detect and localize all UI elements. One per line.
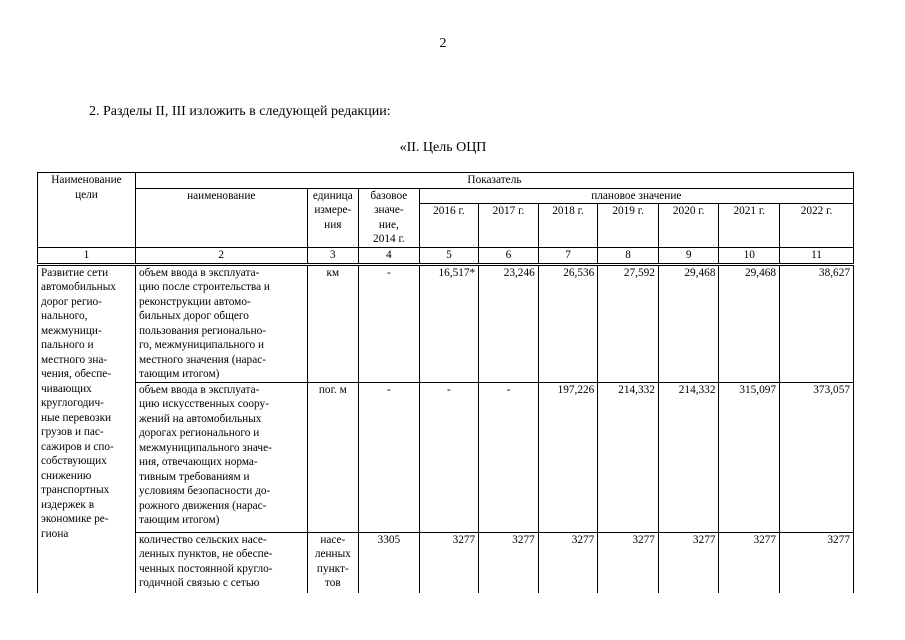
- header-year: 2019 г.: [598, 204, 659, 248]
- header-name: наименование: [135, 188, 307, 248]
- indicator-value: 315,097: [719, 382, 780, 532]
- indicator-value: 373,057: [780, 382, 854, 532]
- indicator-unit: насе- ленных пункт- тов: [307, 532, 358, 593]
- indicator-value: 16,517*: [419, 264, 479, 382]
- header-indicator: Показатель: [135, 173, 853, 189]
- header-year: 2016 г.: [419, 204, 479, 248]
- column-number: 7: [538, 248, 598, 265]
- indicator-value: 214,332: [598, 382, 659, 532]
- indicator-value: -: [419, 382, 479, 532]
- indicator-name: объем ввода в эксплуата- цию искусственных соору- жений на автомобильных дорогах регионального и межмуниципального значе- ния, отвечающих норма- тивным требованиям и условиям безопасности до- рожного движения (нарас- тающим итогом): [135, 382, 307, 532]
- indicator-value: 214,332: [658, 382, 719, 532]
- section-title: «II. Цель ОЦП: [399, 140, 487, 155]
- indicator-value: 27,592: [598, 264, 659, 382]
- indicator-value: 38,627: [780, 264, 854, 382]
- column-number: 4: [359, 248, 420, 265]
- goal-name: Развитие сети автомобильных дорог регио- нального, межмуници- пального и местного зна- чения, обеспе- чивающих круглогодич- ные перевозки грузов и пас- сажиров и спо- собствующих снижению транспортных издержек в экономике ре- гиона: [38, 264, 136, 593]
- column-number: 3: [307, 248, 358, 265]
- column-number: 11: [780, 248, 854, 265]
- page-number: 2: [439, 36, 447, 51]
- column-number: 5: [419, 248, 479, 265]
- indicator-value: 3277: [780, 532, 854, 593]
- indicator-value: 3277: [598, 532, 659, 593]
- indicator-base: -: [359, 382, 420, 532]
- indicator-value: -: [479, 382, 539, 532]
- indicator-value: 29,468: [719, 264, 780, 382]
- header-year: 2022 г.: [780, 204, 854, 248]
- column-number: 9: [658, 248, 719, 265]
- indicator-value: 3277: [538, 532, 598, 593]
- column-number: 8: [598, 248, 659, 265]
- indicator-value: 3277: [419, 532, 479, 593]
- indicator-value: 197,226: [538, 382, 598, 532]
- column-number: 2: [135, 248, 307, 265]
- indicator-value: 3277: [479, 532, 539, 593]
- column-number: 1: [38, 248, 136, 265]
- intro-text: 2. Разделы II, III изложить в следующей редакции:: [89, 104, 391, 119]
- indicator-value: 26,536: [538, 264, 598, 382]
- header-base: базовое значе- ние, 2014 г.: [359, 188, 420, 248]
- column-number: 10: [719, 248, 780, 265]
- table-row: [38, 532, 854, 593]
- goal-indicators-table: [37, 172, 854, 593]
- header-planned: плановое значение: [419, 188, 853, 204]
- header-goal-name: Наименование цели: [38, 173, 136, 248]
- table-row: [38, 382, 854, 532]
- indicator-name: объем ввода в эксплуата- цию после строительства и реконструкции автомо- бильных дорог общего пользования регионально- го, межмуниципального и местного значения (нарас- тающим итогом): [135, 264, 307, 382]
- indicator-value: 3277: [719, 532, 780, 593]
- header-year: 2021 г.: [719, 204, 780, 248]
- column-number: 6: [479, 248, 539, 265]
- indicator-unit: км: [307, 264, 358, 382]
- indicator-base: 3305: [359, 532, 420, 593]
- header-year: 2017 г.: [479, 204, 539, 248]
- header-year: 2020 г.: [658, 204, 719, 248]
- header-unit: единица измере- ния: [307, 188, 358, 248]
- indicator-base: -: [359, 264, 420, 382]
- indicator-value: 23,246: [479, 264, 539, 382]
- indicator-unit: пог. м: [307, 382, 358, 532]
- indicator-value: 29,468: [658, 264, 719, 382]
- indicator-value: 3277: [658, 532, 719, 593]
- header-year: 2018 г.: [538, 204, 598, 248]
- table-row: [38, 264, 854, 382]
- indicator-name: количество сельских насе- ленных пунктов, не обеспе- ченных постоянной кругло- годичной связью с сетью: [135, 532, 307, 593]
